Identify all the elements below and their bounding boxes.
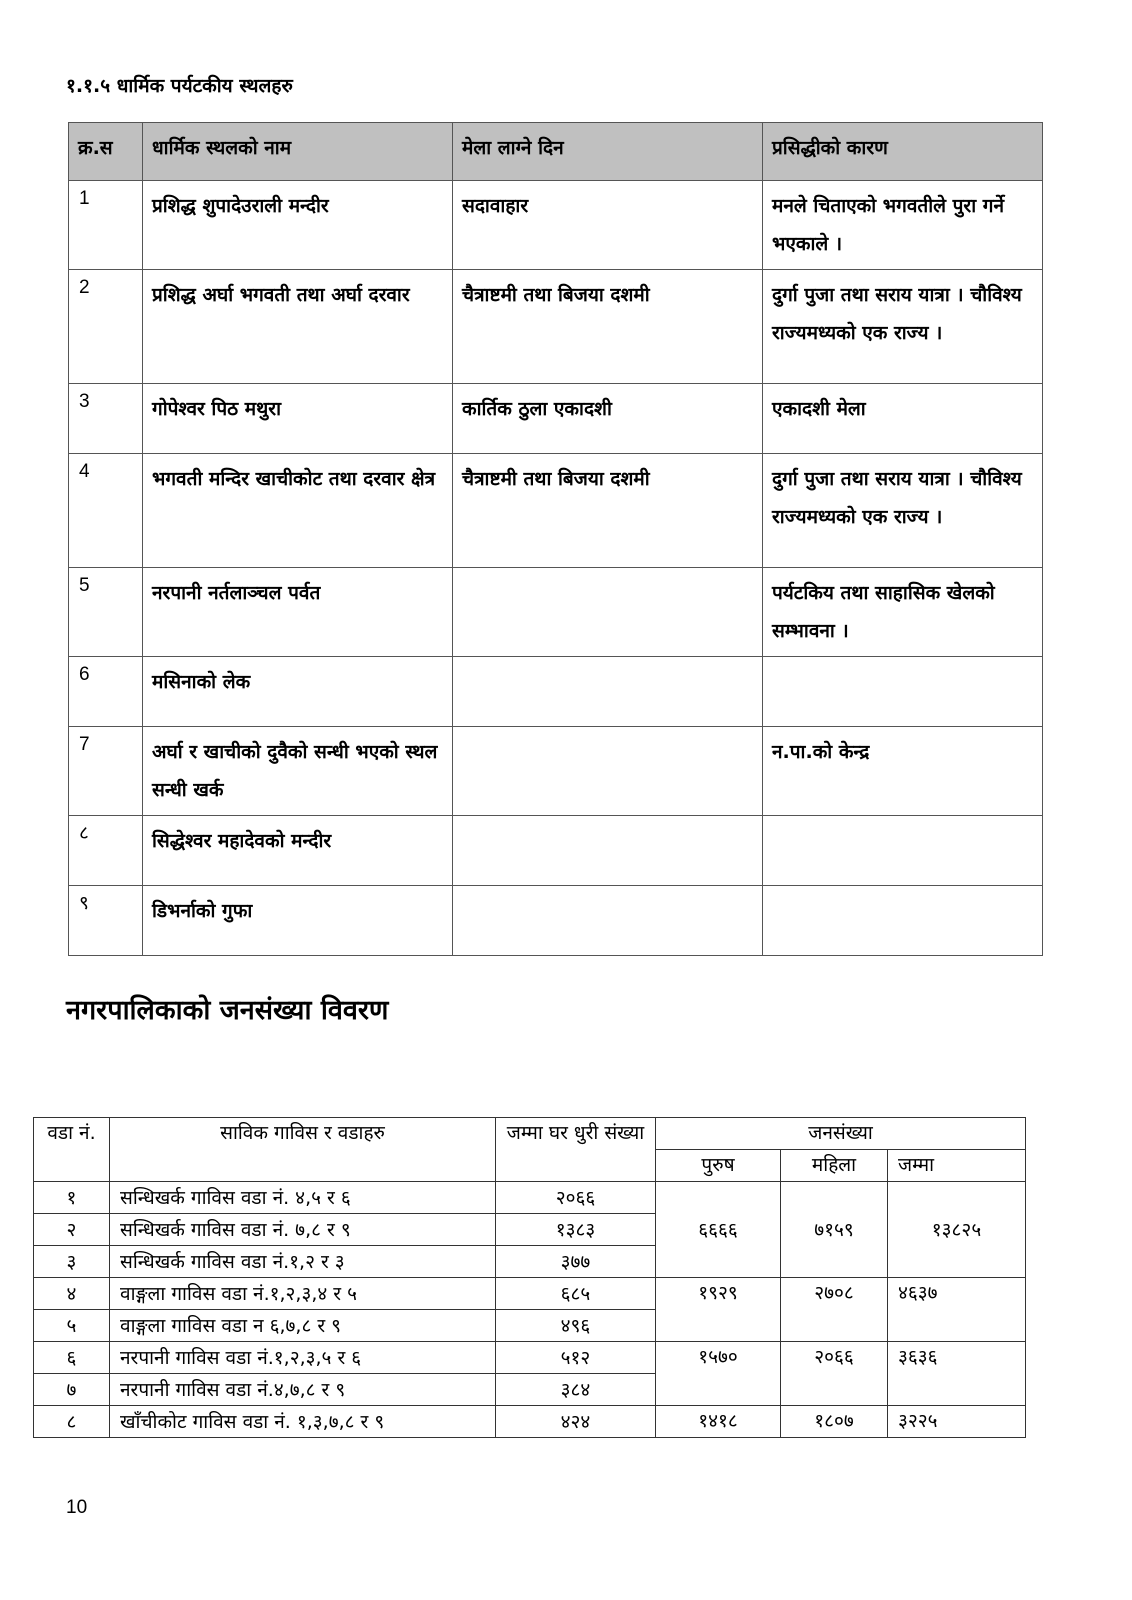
former-vdc-wards: नरपानी गाविस वडा नं.१,२,३,५ र ६	[110, 1342, 496, 1374]
site-sn: 4	[69, 454, 143, 568]
ward-number: ५	[34, 1310, 110, 1342]
site-row	[69, 657, 1043, 727]
site-name: डिभर्नाको गुफा	[143, 886, 453, 956]
household-count: ३७७	[496, 1246, 656, 1278]
site-row	[69, 270, 1043, 384]
site-sn: 1	[69, 181, 143, 270]
header-female: महिला	[781, 1150, 888, 1182]
sites-header-row	[69, 123, 1043, 181]
section-heading: १.१.५ धार्मिक पर्यटकीय स्थलहरु	[66, 75, 293, 97]
site-fair-day	[453, 568, 763, 657]
site-fair-day	[453, 816, 763, 886]
population-row	[34, 1342, 1026, 1374]
site-fame-reason: न.पा.को केन्द्र	[763, 727, 1043, 816]
site-fair-day: चैत्राष्टमी तथा बिजया दशमी	[453, 270, 763, 384]
site-fair-day	[453, 886, 763, 956]
site-name: नरपानी नर्तलाञ्चल पर्वत	[143, 568, 453, 657]
header-fair-day: मेला लाग्ने दिन	[453, 123, 763, 181]
former-vdc-wards: वाङ्गला गाविस वडा न ६,७,८ र ९	[110, 1310, 496, 1342]
female-population: ७१५९	[781, 1182, 888, 1278]
ward-number: २	[34, 1214, 110, 1246]
household-count: २०६६	[496, 1182, 656, 1214]
household-count: ३८४	[496, 1374, 656, 1406]
site-name: सिद्धेश्वर महादेवको मन्दीर	[143, 816, 453, 886]
site-fair-day: सदावाहार	[453, 181, 763, 270]
site-row	[69, 454, 1043, 568]
site-fair-day	[453, 727, 763, 816]
site-sn: 3	[69, 384, 143, 454]
site-sn: 5	[69, 568, 143, 657]
header-site-name: धार्मिक स्थलको नाम	[143, 123, 453, 181]
site-fame-reason: मनले चिताएको भगवतीले पुरा गर्ने भएकाले ।	[763, 181, 1043, 270]
header-fame-reason: प्रसिद्धीको कारण	[763, 123, 1043, 181]
ward-number: ६	[34, 1342, 110, 1374]
site-fair-day: चैत्राष्टमी तथा बिजया दशमी	[453, 454, 763, 568]
site-name: प्रशिद्ध अर्घा भगवती तथा अर्घा दरवार	[143, 270, 453, 384]
former-vdc-wards: सन्धिखर्क गाविस वडा नं. ४,५ र ६	[110, 1182, 496, 1214]
site-fair-day: कार्तिक ठुला एकादशी	[453, 384, 763, 454]
header-sn: क्र.स	[69, 123, 143, 181]
population-heading: नगरपालिकाको जनसंख्या विवरण	[66, 995, 389, 1026]
population-header-row-1	[34, 1118, 1026, 1150]
household-count: १३८३	[496, 1214, 656, 1246]
male-population: १९२९	[656, 1278, 781, 1342]
ward-number: ८	[34, 1406, 110, 1438]
site-row	[69, 384, 1043, 454]
site-sn: 6	[69, 657, 143, 727]
ward-number: ३	[34, 1246, 110, 1278]
religious-sites-table	[68, 122, 1043, 956]
total-population: ३६३६	[888, 1342, 1026, 1406]
site-name: भगवती मन्दिर खाचीकोट तथा दरवार क्षेत्र	[143, 454, 453, 568]
site-row	[69, 181, 1043, 270]
population-row	[34, 1278, 1026, 1310]
page-number: 10	[66, 1497, 88, 1518]
site-sn: ९	[69, 886, 143, 956]
site-name: मसिनाको लेक	[143, 657, 453, 727]
site-row	[69, 816, 1043, 886]
female-population: २७०८	[781, 1278, 888, 1342]
site-fame-reason	[763, 816, 1043, 886]
ward-number: ४	[34, 1278, 110, 1310]
header-male: पुरुष	[656, 1150, 781, 1182]
ward-number: ७	[34, 1374, 110, 1406]
household-count: ४२४	[496, 1406, 656, 1438]
header-ward-no: वडा नं.	[34, 1118, 110, 1182]
former-vdc-wards: नरपानी गाविस वडा नं.४,७,८ र ९	[110, 1374, 496, 1406]
female-population: १८०७	[781, 1406, 888, 1438]
former-vdc-wards: खाँचीकोट गाविस वडा नं. १,३,७,८ र ९	[110, 1406, 496, 1438]
site-row	[69, 568, 1043, 657]
header-households: जम्मा घर धुरी संख्या	[496, 1118, 656, 1182]
male-population: ६६६६	[656, 1182, 781, 1278]
household-count: ५१२	[496, 1342, 656, 1374]
site-fame-reason: पर्यटकिय तथा साहासिक खेलको सम्भावना ।	[763, 568, 1043, 657]
header-total: जम्मा	[888, 1150, 1026, 1182]
site-sn: ८	[69, 816, 143, 886]
site-name: गोपेश्वर पिठ मथुरा	[143, 384, 453, 454]
total-population: ४६३७	[888, 1278, 1026, 1342]
ward-number: १	[34, 1182, 110, 1214]
population-row	[34, 1406, 1026, 1438]
former-vdc-wards: सन्धिखर्क गाविस वडा नं.१,२ र ३	[110, 1246, 496, 1278]
site-fair-day	[453, 657, 763, 727]
site-fame-reason: एकादशी मेला	[763, 384, 1043, 454]
population-table	[33, 1117, 1026, 1438]
male-population: १५७०	[656, 1342, 781, 1406]
header-former-vdc: साविक गाविस र वडाहरु	[110, 1118, 496, 1182]
site-row	[69, 727, 1043, 816]
former-vdc-wards: सन्धिखर्क गाविस वडा नं. ७,८ र ९	[110, 1214, 496, 1246]
household-count: ४९६	[496, 1310, 656, 1342]
former-vdc-wards: वाङ्गला गाविस वडा नं.१,२,३,४ र ५	[110, 1278, 496, 1310]
total-population: १३८२५	[888, 1182, 1026, 1278]
total-population: ३२२५	[888, 1406, 1026, 1438]
site-fame-reason: दुर्गा पुजा तथा सराय यात्रा । चौविश्य राज्यमध्यको एक राज्य ।	[763, 270, 1043, 384]
site-name: प्रशिद्ध शुपादेउराली मन्दीर	[143, 181, 453, 270]
site-fame-reason	[763, 886, 1043, 956]
site-sn: 7	[69, 727, 143, 816]
household-count: ६८५	[496, 1278, 656, 1310]
female-population: २०६६	[781, 1342, 888, 1406]
site-fame-reason	[763, 657, 1043, 727]
site-fame-reason: दुर्गा पुजा तथा सराय यात्रा । चौविश्य राज्यमध्यको एक राज्य ।	[763, 454, 1043, 568]
population-row	[34, 1182, 1026, 1214]
site-row	[69, 886, 1043, 956]
male-population: १४१८	[656, 1406, 781, 1438]
site-name: अर्घा र खाचीको दुवैको सन्धी भएको स्थल सन्धी खर्क	[143, 727, 453, 816]
site-sn: 2	[69, 270, 143, 384]
header-population: जनसंख्या	[656, 1118, 1026, 1150]
